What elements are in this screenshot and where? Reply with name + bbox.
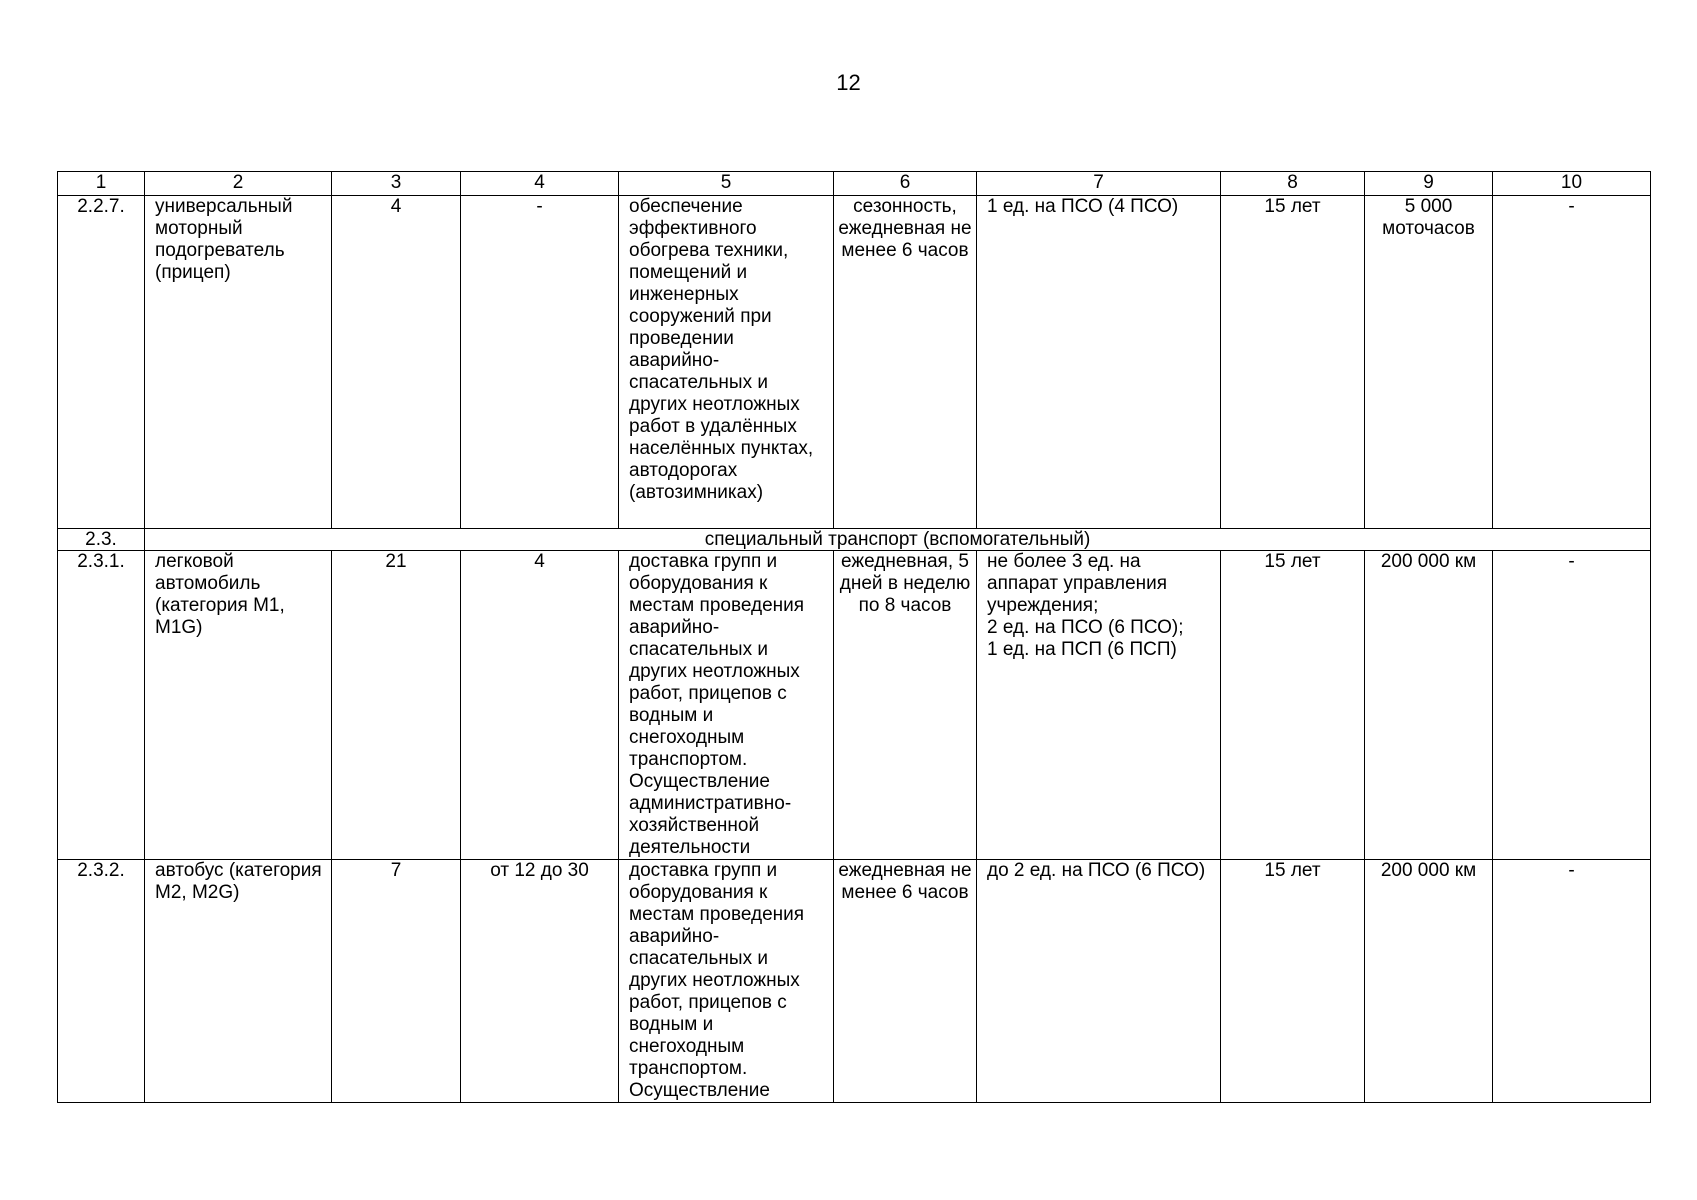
item-resource: 5 000 моточасов <box>1365 196 1493 529</box>
column-header: 9 <box>1365 172 1493 196</box>
item-service-life: 15 лет <box>1221 551 1365 860</box>
item-norm: 1 ед. на ПСО (4 ПСО) <box>977 196 1221 529</box>
item-purpose: доставка групп и оборудования к местам проведения аварийно-спасательных и других неотложных работ, прицепов с водным и снегоходным транспортом. Осуществление <box>619 860 834 1103</box>
item-note: - <box>1493 860 1651 1103</box>
item-name: универсальный моторный подогреватель (прицеп) <box>145 196 332 529</box>
item-name: легковой автомобиль (категория M1, M1G) <box>145 551 332 860</box>
table-row <box>58 551 1651 860</box>
item-mode: сезонность, ежедневная не менее 6 часов <box>834 196 977 529</box>
column-header: 6 <box>834 172 977 196</box>
equipment-table <box>57 171 1651 1103</box>
item-purpose: обеспечение эффективного обогрева техники, помещений и инженерных сооружений при проведении аварийно-спасательных и других неотложных работ в удалённых населённых пунктах, автодорогах (автозимниках) <box>619 196 834 529</box>
item-service-life: 15 лет <box>1221 860 1365 1103</box>
table-row <box>58 860 1651 1103</box>
column-header: 8 <box>1221 172 1365 196</box>
item-mode: ежедневная не менее 6 часов <box>834 860 977 1103</box>
row-number: 2.3.1. <box>58 551 145 860</box>
column-header: 3 <box>332 172 461 196</box>
page-number: 12 <box>836 70 861 95</box>
item-resource: 200 000 км <box>1365 860 1493 1103</box>
item-norm: не более 3 ед. на аппарат управления учреждения; 2 ед. на ПСО (6 ПСО); 1 ед. на ПСП (6 ПСП) <box>977 551 1221 860</box>
item-quantity: 4 <box>332 196 461 529</box>
section-row <box>58 529 1651 551</box>
item-mode: ежедневная, 5 дней в неделю по 8 часов <box>834 551 977 860</box>
item-capacity: 4 <box>461 551 619 860</box>
row-number: 2.2.7. <box>58 196 145 529</box>
item-quantity: 7 <box>332 860 461 1103</box>
item-service-life: 15 лет <box>1221 196 1365 529</box>
column-header: 10 <box>1493 172 1651 196</box>
item-capacity: - <box>461 196 619 529</box>
item-name: автобус (категория M2, M2G) <box>145 860 332 1103</box>
column-header: 4 <box>461 172 619 196</box>
item-capacity: от 12 до 30 <box>461 860 619 1103</box>
row-number: 2.3.2. <box>58 860 145 1103</box>
item-norm: до 2 ед. на ПСО (6 ПСО) <box>977 860 1221 1103</box>
section-title: специальный транспорт (вспомогательный) <box>145 529 1651 551</box>
item-purpose: доставка групп и оборудования к местам проведения аварийно-спасательных и других неотложных работ, прицепов с водным и снегоходным транспортом. Осуществление административно-хозяйственной деятельности <box>619 551 834 860</box>
table-row <box>58 196 1651 529</box>
column-header: 2 <box>145 172 332 196</box>
item-resource: 200 000 км <box>1365 551 1493 860</box>
column-header: 5 <box>619 172 834 196</box>
item-quantity: 21 <box>332 551 461 860</box>
column-header: 1 <box>58 172 145 196</box>
item-note: - <box>1493 196 1651 529</box>
column-header: 7 <box>977 172 1221 196</box>
section-number: 2.3. <box>58 529 145 551</box>
column-number-row <box>58 172 1651 196</box>
item-note: - <box>1493 551 1651 860</box>
